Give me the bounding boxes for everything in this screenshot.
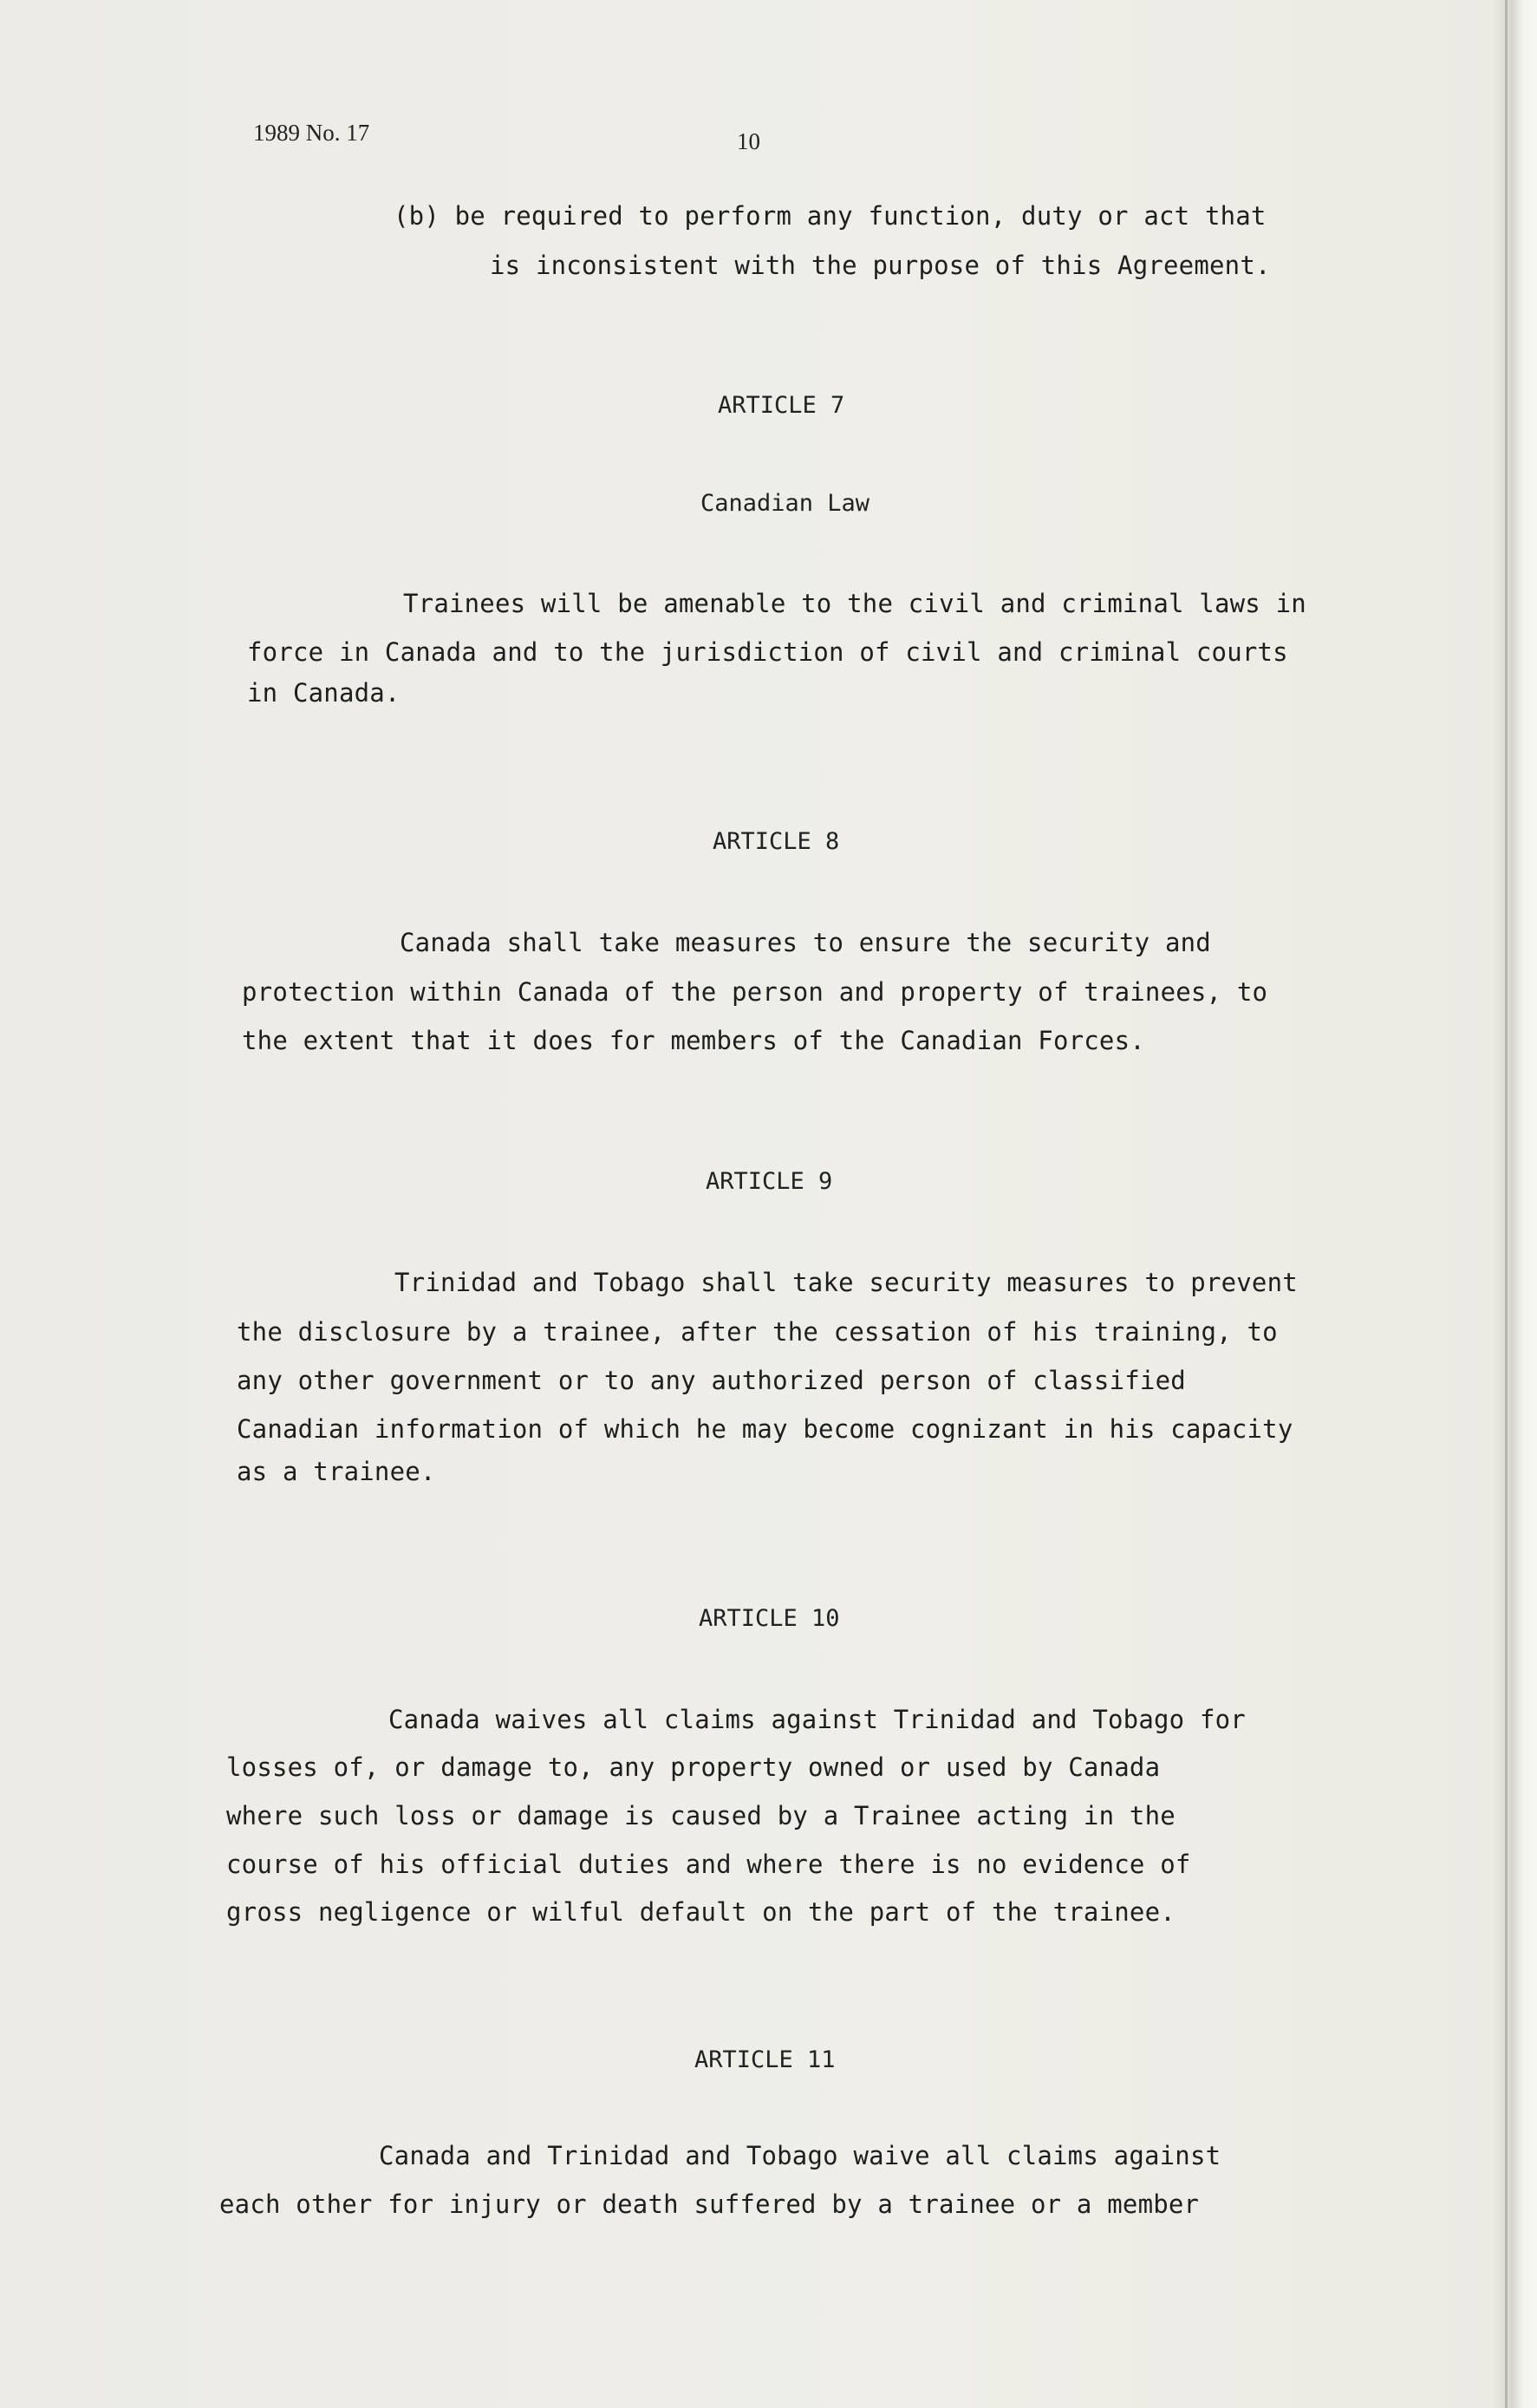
article-7-title: Canadian Law <box>700 490 870 517</box>
article-9-heading: ARTICLE 9 <box>706 1168 833 1195</box>
article-10-line: Canada waives all claims against Trinidad and Tobago for <box>388 1705 1246 1734</box>
article-11-heading: ARTICLE 11 <box>694 2046 836 2073</box>
document-number: 1989 No. 17 <box>253 120 370 146</box>
page-edge-line <box>1505 0 1508 2408</box>
article-7-line: Trainees will be amenable to the civil and criminal laws in <box>403 589 1306 618</box>
article-9-line: Trinidad and Tobago shall take security measures to prevent <box>394 1268 1298 1297</box>
article-10-line: course of his official duties and where there is no evidence of <box>226 1850 1191 1879</box>
clause-b-line: is inconsistent with the purpose of this Agreement. <box>490 251 1271 280</box>
page-number: 10 <box>737 128 760 154</box>
article-8-line: protection within Canada of the person and property of trainees, to <box>242 977 1268 1007</box>
article-11-line: Canada and Trinidad and Tobago waive all claims against <box>379 2141 1221 2170</box>
article-9-line: any other government or to any authorized person of classified <box>237 1366 1186 1395</box>
article-8-line: Canada shall take measures to ensure the security and <box>400 928 1211 957</box>
article-7-line: force in Canada and to the jurisdiction of civil and criminal courts <box>247 637 1288 667</box>
article-10-line: losses of, or damage to, any property owned or used by Canada <box>226 1752 1161 1782</box>
article-9-line: Canadian information of which he may become cognizant in his capacity <box>237 1414 1293 1444</box>
article-10-heading: ARTICLE 10 <box>699 1605 840 1632</box>
article-9-line: the disclosure by a trainee, after the cessation of his training, to <box>237 1317 1278 1347</box>
article-7-line: in Canada. <box>247 678 401 708</box>
article-11-line: each other for injury or death suffered by a trainee or a member <box>219 2189 1200 2219</box>
article-9-line: as a trainee. <box>237 1457 436 1486</box>
article-8-heading: ARTICLE 8 <box>713 828 840 855</box>
article-8-line: the extent that it does for members of the Canadian Forces. <box>242 1026 1145 1055</box>
clause-b-line: (b) be required to perform any function, duty or act that <box>394 201 1267 231</box>
page-edge-shadow <box>1492 0 1537 2408</box>
article-10-line: gross negligence or wilful default on the part of the trainee. <box>226 1897 1176 1927</box>
article-10-line: where such loss or damage is caused by a Trainee acting in the <box>226 1801 1176 1830</box>
article-7-heading: ARTICLE 7 <box>718 392 845 419</box>
